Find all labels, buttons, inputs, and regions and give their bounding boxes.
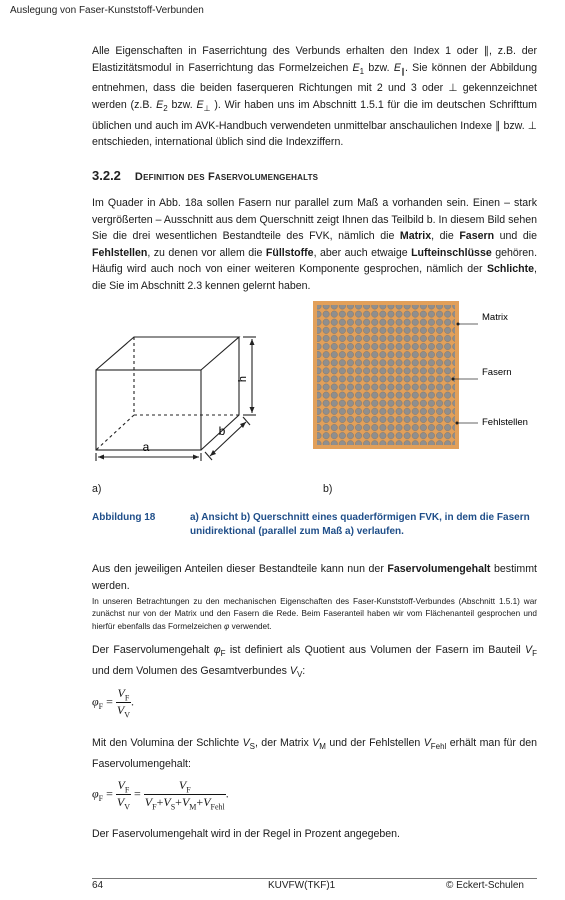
running-header: Auslegung von Faser-Kunststoff-Verbunden	[10, 5, 204, 16]
callout-fasern: Fasern	[482, 367, 512, 378]
intro-paragraph: Alle Eigenschaften in Faserrichtung des Verbunds erhalten den Index 1 oder ∥, z.B. der Elastizitätsmodul in Faserrichtung das Formelzeichen $E_1$ bzw. $E_\parallel$. Sie können der Abbildung entnehmen, dass die beiden faserqueren Richtungen mit 2 und 3 oder ⊥ gekennzeichnet werden (z.B. $E_2$ bzw. $E_\perp$ ). Wir haben uns im Abschnitt 1.5.1 für die im deutschen Schrifttum üblichen und auch im AVK-Handbuch verwendeten unmittelbar anschaulichen Indexe ∥ bzw. ⊥ entschieden, international üblich sind die Indexziffern.	[92, 45, 538, 149]
cross-section-diagram	[312, 300, 542, 452]
definition-sentence: Der Faservolumengehalt $\varphi_F$ ist definiert als Quotient aus Volumen der Fasern im Bauteil $V_F$ und dem Volumen des Gesamtverbundes $V_V$:	[92, 644, 537, 679]
side-note: In unseren Betrachtungen zu den mechanischen Eigenschaften des Faser-Kunststoff-Verbundes (Abschnitt 1.5.1) war zunächst nur von der Matrix und den Fasern die Rede. Beim Faseranteil haben wir vom Flächenanteil gesprochen und hierfür ebenfalls das Formelzeichen φ verwendet.	[92, 597, 537, 631]
cuboid-diagram	[86, 315, 286, 465]
subfigure-a-label: a)	[92, 483, 102, 495]
page-number: 64	[92, 880, 104, 891]
figure-caption-label: Abbildung 18	[92, 512, 156, 523]
subfigure-b-label: b)	[323, 483, 333, 495]
footer-rule	[92, 878, 537, 879]
formula-volume-fraction: $\varphi_F$ = $\frac{V_F}{V_V}$ .	[92, 686, 134, 720]
callout-fehlstellen: Fehlstellen	[482, 417, 528, 428]
definition-paragraph: Im Quader in Abb. 18a sollen Fasern nur parallel zum Maß a vorhanden sein. Einen – stark vergrößerten – Ausschnitt aus dem Querschnitt zeigt Ihnen das Teilbild b. In diesem Bild sehen Sie die drei wesentlichen Bestandteile des FVK, nämlich die Matrix, die Fasern und die Fehlstellen, zu denen vor allem die Füllstoffe, aber auch etwaige Lufteinschlüsse gehören. Häufig wird auch noch von einer weiteren Komponente gesprochen, nämlich der Schlichte, die Sie im Abschnitt 2.3 kennen gelernt haben.	[92, 197, 538, 292]
dimension-b-label: b	[218, 424, 226, 438]
volume-fraction-intro: Aus den jeweiligen Anteilen dieser Bestandteile kann nun der Faservolumengehalt bestimmt werden.	[92, 563, 537, 592]
callout-matrix: Matrix	[482, 312, 508, 323]
percentage-note: Der Faservolumengehalt wird in der Regel in Prozent angegeben.	[92, 828, 400, 840]
section-heading	[92, 168, 318, 183]
course-code: KUVFW(TKF)1	[268, 880, 336, 891]
section-number: 3.2.2	[92, 168, 121, 183]
publisher: © Eckert-Schulen	[446, 880, 524, 891]
section-title: Definition des Faservolumengehalts	[134, 171, 319, 183]
formula-volume-fraction-expanded: $\varphi_F$ = $\frac{V_F}{V_V}$ = $\frac{V_F}{V_F+V_S+V_M+V_{Fehl}}$ .	[92, 778, 229, 812]
volumes-sentence: Mit den Volumina der Schlichte $V_S$, der Matrix $V_M$ und der Fehlstellen $V_{Fehl}$ erhält man für den Faservolumengehalt:	[92, 737, 537, 770]
dimension-a-label: a	[142, 440, 150, 454]
dimension-h-label: h	[237, 375, 249, 383]
figure-caption-text: a) Ansicht b) Querschnitt eines quaderförmigen FVK, in dem die Fasern unidirektional (parallel zum Maß a) verlaufen.	[190, 512, 530, 537]
